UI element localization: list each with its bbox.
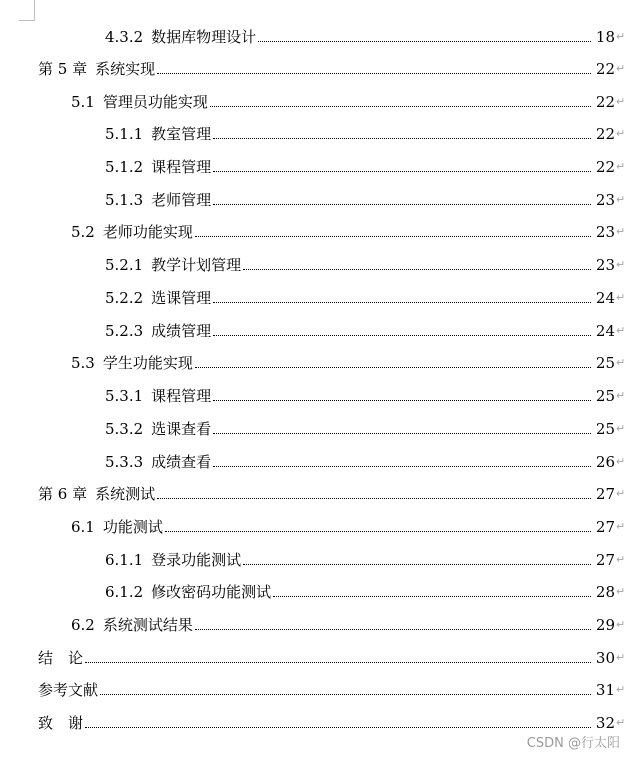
toc-entry-number: 6.1.1 — [105, 551, 144, 569]
toc-entry-5-2-3[interactable] — [105, 320, 628, 342]
dot-leader — [213, 302, 591, 303]
toc-entry-number: 5.2.2 — [105, 289, 144, 307]
toc-entry-5-1-1[interactable] — [105, 123, 628, 145]
toc-entry-5-2[interactable] — [71, 221, 628, 243]
dot-leader — [157, 498, 591, 499]
toc-entry-5-1-2[interactable] — [105, 156, 628, 178]
paragraph-mark-icon: ↵ — [616, 553, 626, 566]
dot-leader — [213, 204, 591, 205]
toc-entry-page: 27 — [595, 518, 615, 536]
toc-entry-title: 登录功能测试 — [151, 551, 242, 569]
toc-entry-number: 5.2 — [71, 223, 95, 241]
paragraph-mark-icon: ↵ — [616, 324, 626, 337]
toc-entry-title: 老师管理 — [151, 191, 212, 209]
paragraph-mark-icon: ↵ — [616, 487, 626, 500]
toc-entry-page: 32 — [595, 714, 615, 732]
paragraph-mark-icon: ↵ — [616, 585, 626, 598]
dot-leader — [85, 662, 591, 663]
toc-entry-page: 26 — [595, 453, 615, 471]
toc-entry-page: 22 — [595, 158, 615, 176]
dot-leader — [243, 564, 591, 565]
paragraph-mark-icon: ↵ — [616, 225, 626, 238]
toc-entry-6-1-2[interactable] — [105, 581, 628, 603]
toc-entry-title: 课程管理 — [151, 158, 212, 176]
toc-entry-title: 修改密码功能测试 — [151, 583, 272, 601]
toc-entry-page: 22 — [595, 93, 615, 111]
toc-entry-title: 教学计划管理 — [151, 256, 242, 274]
dot-leader — [100, 694, 591, 695]
toc-entry-number: 第 5 章 — [38, 60, 88, 78]
dot-leader — [273, 596, 591, 597]
toc-entry-page: 25 — [595, 354, 615, 372]
dot-leader — [195, 629, 591, 630]
toc-entry-page: 30 — [595, 649, 615, 667]
dot-leader — [258, 41, 591, 42]
toc-entry-number: 第 6 章 — [38, 485, 88, 503]
toc-entry-page: 29 — [595, 616, 615, 634]
paragraph-mark-icon: ↵ — [616, 683, 626, 696]
dot-leader — [195, 236, 591, 237]
paragraph-mark-icon: ↵ — [616, 389, 626, 402]
toc-entry-acknowledgements[interactable] — [38, 712, 628, 734]
paragraph-mark-icon: ↵ — [616, 716, 626, 729]
dot-leader — [213, 171, 591, 172]
toc-entry-5-3-2[interactable] — [105, 418, 628, 440]
paragraph-mark-icon: ↵ — [616, 455, 626, 468]
toc-entry-5-2-1[interactable] — [105, 254, 628, 276]
toc-entry-title: 系统测试结果 — [102, 616, 193, 634]
paragraph-mark-icon: ↵ — [616, 291, 626, 304]
paragraph-mark-icon: ↵ — [616, 62, 626, 75]
toc-entry-number: 5.3 — [71, 354, 95, 372]
toc-entry-number: 5.1 — [71, 93, 95, 111]
dot-leader — [85, 727, 591, 728]
paragraph-mark-icon: ↵ — [616, 30, 626, 43]
dot-leader — [243, 269, 591, 270]
toc-entry-5-3-3[interactable] — [105, 451, 628, 473]
toc-entry-title: 系统测试 — [95, 485, 156, 503]
paragraph-mark-icon: ↵ — [616, 193, 626, 206]
toc-entry-references[interactable] — [38, 679, 628, 701]
toc-entry-page: 22 — [595, 125, 615, 143]
toc-entry-number: 6.1.2 — [105, 583, 144, 601]
toc-entry-page: 24 — [595, 322, 615, 340]
toc-entry-page: 23 — [595, 256, 615, 274]
toc-entry-title: 功能测试 — [102, 518, 163, 536]
dot-leader — [157, 73, 591, 74]
toc-entry-number: 5.2.1 — [105, 256, 144, 274]
toc-entry-title: 成绩查看 — [151, 453, 212, 471]
dot-leader — [213, 466, 591, 467]
toc-entry-5-3[interactable] — [71, 352, 628, 374]
toc-entry-chapter-5[interactable] — [38, 58, 628, 80]
toc-entry-title: 选课管理 — [151, 289, 212, 307]
toc-entry-5-2-2[interactable] — [105, 287, 628, 309]
dot-leader — [195, 367, 591, 368]
toc-entry-page: 25 — [595, 387, 615, 405]
dot-leader — [213, 335, 591, 336]
toc-entry-title: 选课查看 — [151, 420, 212, 438]
toc-entry-5-1-3[interactable] — [105, 189, 628, 211]
toc-entry-4-3-2[interactable] — [105, 26, 628, 48]
toc-entry-page: 23 — [595, 191, 615, 209]
toc-entry-6-2[interactable] — [71, 614, 628, 636]
toc-entry-title: 学生功能实现 — [102, 354, 193, 372]
toc-entry-page: 27 — [595, 485, 615, 503]
toc-entry-page: 18 — [595, 28, 615, 46]
toc-entry-number: 6.2 — [71, 616, 95, 634]
toc-entry-page: 28 — [595, 583, 615, 601]
toc-entry-number: 5.3.2 — [105, 420, 144, 438]
toc-entry-6-1[interactable] — [71, 516, 628, 538]
toc-entry-title: 致 谢 — [38, 714, 84, 732]
toc-entry-page: 24 — [595, 289, 615, 307]
toc-entry-number: 5.3.1 — [105, 387, 144, 405]
dot-leader — [213, 138, 591, 139]
toc-entry-number: 4.3.2 — [105, 28, 144, 46]
toc-entry-title: 参考文献 — [38, 681, 99, 699]
toc-entry-title: 管理员功能实现 — [102, 93, 208, 111]
toc-entry-title: 成绩管理 — [151, 322, 212, 340]
toc-entry-title: 老师功能实现 — [102, 223, 193, 241]
toc-entry-page: 22 — [595, 60, 615, 78]
paragraph-mark-icon: ↵ — [616, 127, 626, 140]
dot-leader — [210, 106, 591, 107]
toc-entry-title: 系统实现 — [95, 60, 156, 78]
toc-entry-6-1-1[interactable] — [105, 549, 628, 571]
toc-entry-title: 课程管理 — [151, 387, 212, 405]
toc-entry-number: 5.1.3 — [105, 191, 144, 209]
paragraph-mark-icon: ↵ — [616, 618, 626, 631]
toc-entry-page: 25 — [595, 420, 615, 438]
paragraph-mark-icon: ↵ — [616, 520, 626, 533]
toc-entry-number: 5.1.2 — [105, 158, 144, 176]
toc-entry-5-3-1[interactable] — [105, 385, 628, 407]
paragraph-mark-icon: ↵ — [616, 422, 626, 435]
paragraph-mark-icon: ↵ — [616, 258, 626, 271]
paragraph-mark-icon: ↵ — [616, 160, 626, 173]
dot-leader — [213, 433, 591, 434]
toc-entry-title: 结 论 — [38, 649, 84, 667]
paragraph-mark-icon: ↵ — [616, 356, 626, 369]
dot-leader — [213, 400, 591, 401]
toc-entry-page: 27 — [595, 551, 615, 569]
toc-entry-chapter-6[interactable] — [38, 483, 628, 505]
toc-entry-title: 数据库物理设计 — [151, 28, 257, 46]
toc-entry-number: 5.1.1 — [105, 125, 144, 143]
paragraph-mark-icon: ↵ — [616, 651, 626, 664]
dot-leader — [165, 531, 591, 532]
toc-entry-page: 23 — [595, 223, 615, 241]
toc-entry-conclusion[interactable] — [38, 647, 628, 669]
toc-entry-number: 5.2.3 — [105, 322, 144, 340]
paragraph-mark-icon: ↵ — [616, 95, 626, 108]
toc-entry-number: 5.3.3 — [105, 453, 144, 471]
toc-entry-page: 31 — [595, 681, 615, 699]
page-corner-mark — [34, 0, 35, 20]
toc-entry-title: 教室管理 — [151, 125, 212, 143]
toc-entry-5-1[interactable] — [71, 91, 628, 113]
csdn-watermark: CSDN @行太阳 — [526, 736, 620, 751]
toc-entry-number: 6.1 — [71, 518, 95, 536]
